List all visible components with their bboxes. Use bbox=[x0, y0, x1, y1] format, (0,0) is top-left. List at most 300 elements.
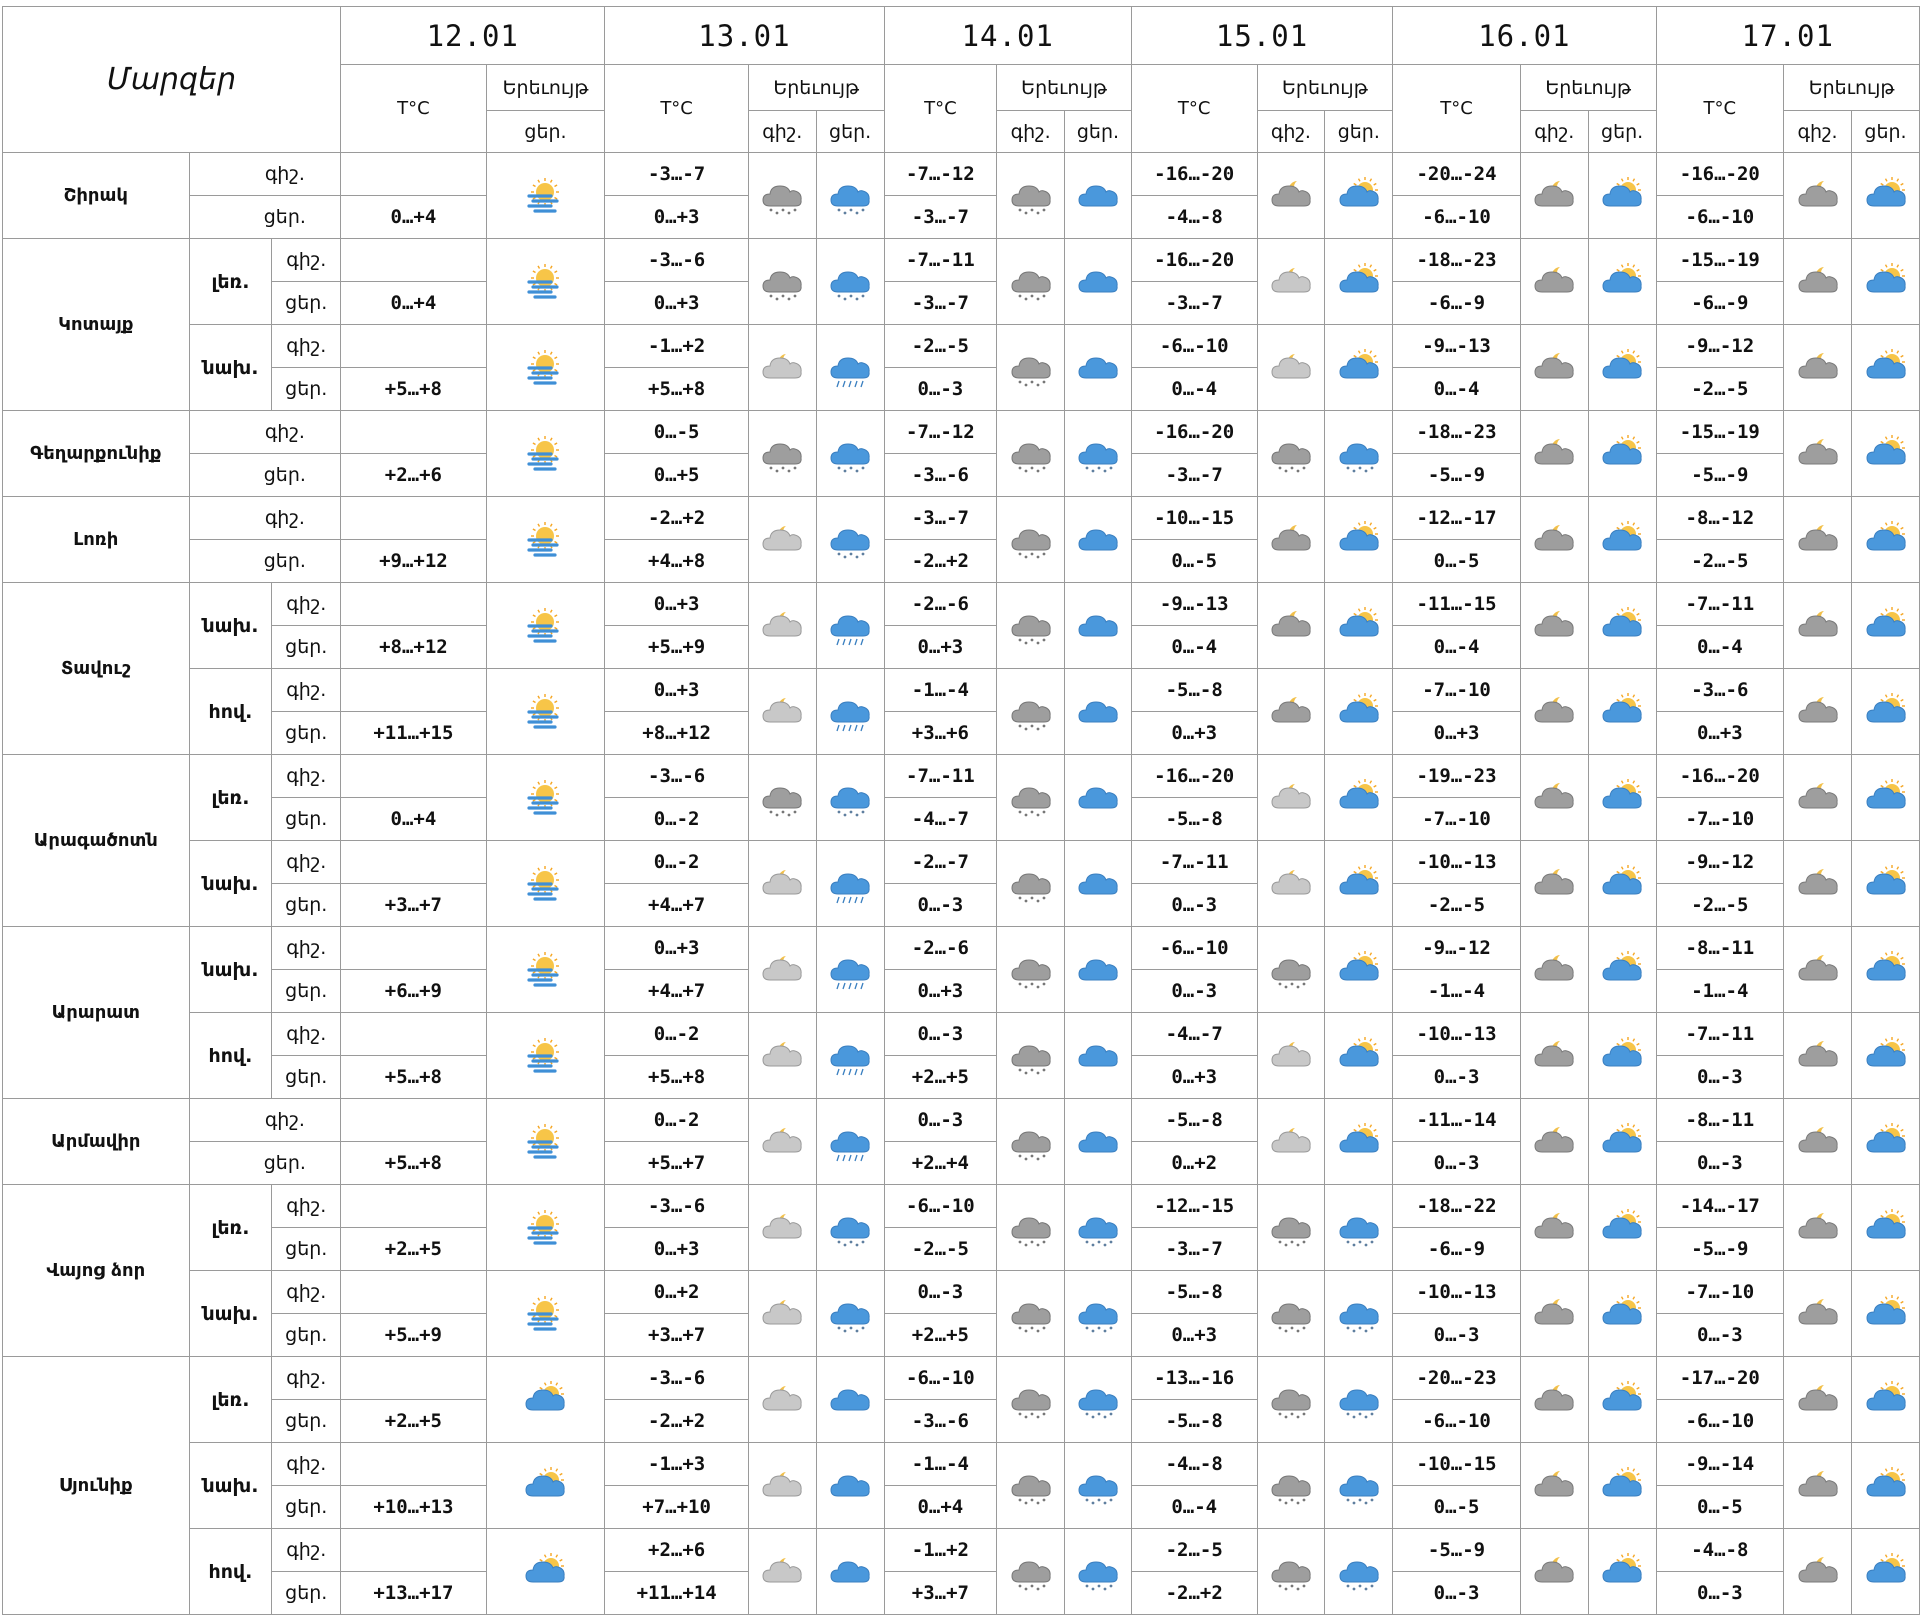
cloud-rain-icon bbox=[826, 1034, 874, 1078]
weather-icon-cell bbox=[748, 927, 816, 1013]
region-name: Լոռի bbox=[3, 497, 190, 583]
weather-icon-cell bbox=[748, 153, 816, 239]
cloud-moon-icon bbox=[1530, 432, 1578, 476]
cloud-snow-night-icon bbox=[1267, 432, 1315, 476]
cloud-sun-icon bbox=[1335, 690, 1383, 734]
weather-icon-cell bbox=[997, 239, 1065, 325]
cloud-snow-day-icon bbox=[826, 1206, 874, 1250]
cloud-sun-icon bbox=[1335, 1120, 1383, 1164]
night-temperature: -7…-10 bbox=[1393, 669, 1521, 712]
day-temperature: -2…+2 bbox=[605, 1400, 749, 1443]
night-temperature: -9…-12 bbox=[1656, 841, 1784, 884]
table-row bbox=[3, 1271, 1920, 1314]
night-temperature: -3…-6 bbox=[605, 239, 749, 282]
day-temperature: +11…+14 bbox=[605, 1572, 749, 1615]
weather-icon-cell bbox=[1325, 1357, 1393, 1443]
cloud-moon-icon bbox=[1267, 174, 1315, 218]
cloud-sun-icon bbox=[1862, 690, 1910, 734]
cloud-snow-night-icon bbox=[1007, 948, 1055, 992]
weather-icon-cell bbox=[1520, 325, 1588, 411]
day-label: ցեր. bbox=[272, 1400, 341, 1443]
night-temperature bbox=[341, 841, 486, 884]
night-temperature: -18…-23 bbox=[1393, 411, 1521, 454]
cloud-snow-day-icon bbox=[826, 518, 874, 562]
cloud-moon-light-icon bbox=[758, 604, 806, 648]
weather-icon-cell bbox=[1065, 1185, 1132, 1271]
night-temperature: -8…-11 bbox=[1656, 927, 1784, 970]
night-temperature: -3…-7 bbox=[884, 497, 997, 540]
cloud-sun-icon bbox=[1862, 1292, 1910, 1336]
cloud-moon-icon bbox=[1530, 862, 1578, 906]
night-temperature: -3…-6 bbox=[605, 1357, 749, 1400]
day-temperature: -3…-7 bbox=[884, 282, 997, 325]
cloud-blue-icon bbox=[1074, 346, 1122, 390]
weather-icon-cell bbox=[1520, 1443, 1588, 1529]
sun-haze-icon bbox=[521, 346, 569, 390]
day-temperature: -2…+2 bbox=[884, 540, 997, 583]
day-temperature: +2…+5 bbox=[884, 1056, 997, 1099]
night-temperature: -3…-6 bbox=[605, 755, 749, 798]
date-header: 17.01 bbox=[1656, 7, 1919, 65]
weather-icon-cell bbox=[1065, 1357, 1132, 1443]
night-label: գիշ. bbox=[272, 1185, 341, 1228]
subregion-label: լեռ. bbox=[189, 239, 272, 325]
weather-icon-cell bbox=[1065, 927, 1132, 1013]
night-temperature: -5…-8 bbox=[1131, 1099, 1257, 1142]
temp-column-header: T°C bbox=[1656, 65, 1784, 153]
weather-icon-cell bbox=[997, 1185, 1065, 1271]
night-temperature: -16…-20 bbox=[1131, 755, 1257, 798]
weather-icon-cell bbox=[1325, 497, 1393, 583]
cloud-snow-night-icon bbox=[1007, 1464, 1055, 1508]
day-temperature: 0…+3 bbox=[1656, 712, 1784, 755]
day-temperature: +5…+8 bbox=[605, 368, 749, 411]
weather-icon-cell bbox=[1325, 325, 1393, 411]
weather-icon-cell bbox=[1588, 1271, 1656, 1357]
cloud-snow-night-icon bbox=[1007, 260, 1055, 304]
table-row bbox=[3, 927, 1920, 970]
night-temperature: -3…-7 bbox=[605, 153, 749, 196]
weather-icon-cell bbox=[1784, 1357, 1852, 1443]
weather-icon-cell bbox=[1257, 1185, 1325, 1271]
table-row bbox=[3, 755, 1920, 798]
night-temperature: -2…+2 bbox=[605, 497, 749, 540]
night-temperature: -7…-11 bbox=[1131, 841, 1257, 884]
weather-icon-cell bbox=[486, 325, 605, 411]
weather-icon-cell bbox=[1784, 841, 1852, 927]
subregion-label: լեռ. bbox=[189, 1357, 272, 1443]
weather-icon-cell bbox=[1065, 411, 1132, 497]
weather-icon-cell bbox=[1257, 841, 1325, 927]
night-temperature: -14…-17 bbox=[1656, 1185, 1784, 1228]
cloud-moon-icon bbox=[1794, 1464, 1842, 1508]
day-temperature: 0…-3 bbox=[1393, 1572, 1521, 1615]
date-header: 16.01 bbox=[1393, 7, 1656, 65]
day-temperature: 0…-4 bbox=[1131, 626, 1257, 669]
cloud-snow-day-icon bbox=[1074, 1550, 1122, 1594]
weather-icon-cell bbox=[1257, 1529, 1325, 1615]
night-temperature: -17…-20 bbox=[1656, 1357, 1784, 1400]
weather-icon-cell bbox=[1588, 153, 1656, 239]
day-temperature: 0…+4 bbox=[341, 196, 486, 239]
day-temperature: +5…+8 bbox=[605, 1056, 749, 1099]
cloud-snow-night-icon bbox=[1007, 690, 1055, 734]
day-temperature: +13…+17 bbox=[341, 1572, 486, 1615]
weather-icon-cell bbox=[1065, 583, 1132, 669]
sun-haze-icon bbox=[521, 862, 569, 906]
weather-icon-cell bbox=[1852, 755, 1920, 841]
night-label: գիշ. bbox=[189, 1099, 341, 1142]
weather-icon-cell bbox=[1784, 583, 1852, 669]
weather-icon-cell bbox=[1852, 1099, 1920, 1185]
night-temperature: -12…-17 bbox=[1393, 497, 1521, 540]
night-temperature: -3…-6 bbox=[1656, 669, 1784, 712]
subregion-label: նախ. bbox=[189, 325, 272, 411]
temp-column-header: T°C bbox=[341, 65, 486, 153]
weather-icon-cell bbox=[1065, 755, 1132, 841]
cloud-sun-icon bbox=[1598, 690, 1646, 734]
cloud-sun-icon bbox=[1862, 1378, 1910, 1422]
weather-icon-cell bbox=[1588, 1357, 1656, 1443]
weather-icon-cell bbox=[816, 669, 884, 755]
weather-icon-cell bbox=[997, 1099, 1065, 1185]
day-temperature: 0…+3 bbox=[1131, 712, 1257, 755]
day-temperature: +9…+12 bbox=[341, 540, 486, 583]
table-row bbox=[3, 841, 1920, 884]
weather-icon-cell bbox=[1852, 583, 1920, 669]
weather-column-header: Երեւույթ bbox=[1520, 65, 1656, 111]
cloud-sun-icon bbox=[1862, 1034, 1910, 1078]
night-temperature: 0…+3 bbox=[605, 583, 749, 626]
cloud-sun-icon bbox=[1862, 518, 1910, 562]
cloud-moon-light-icon bbox=[758, 690, 806, 734]
day-temperature: -5…-9 bbox=[1393, 454, 1521, 497]
cloud-sun-icon bbox=[1335, 776, 1383, 820]
cloud-sun-icon bbox=[1335, 174, 1383, 218]
weather-icon-cell bbox=[1784, 1443, 1852, 1529]
cloud-blue-icon bbox=[1074, 1034, 1122, 1078]
subregion-label: նախ. bbox=[189, 841, 272, 927]
day-temperature: 0…-5 bbox=[1393, 1486, 1521, 1529]
night-temperature: -3…-6 bbox=[605, 1185, 749, 1228]
weather-icon-cell bbox=[1257, 239, 1325, 325]
weather-icon-cell bbox=[1257, 755, 1325, 841]
day-subheader: ցեր. bbox=[1588, 111, 1656, 153]
weather-icon-cell bbox=[816, 927, 884, 1013]
day-temperature: -5…-8 bbox=[1131, 1400, 1257, 1443]
cloud-sun-icon bbox=[1862, 862, 1910, 906]
cloud-snow-night-icon bbox=[1007, 1550, 1055, 1594]
night-temperature: -7…-12 bbox=[884, 411, 997, 454]
cloud-snow-day-icon bbox=[1074, 1378, 1122, 1422]
night-subheader: գիշ. bbox=[1257, 111, 1325, 153]
cloud-snow-day-icon bbox=[1074, 432, 1122, 476]
night-temperature: -20…-23 bbox=[1393, 1357, 1521, 1400]
weather-icon-cell bbox=[1065, 1099, 1132, 1185]
weather-icon-cell bbox=[486, 1099, 605, 1185]
night-label: գիշ. bbox=[272, 1271, 341, 1314]
day-temperature: +2…+4 bbox=[884, 1142, 997, 1185]
subregion-label: նախ. bbox=[189, 927, 272, 1013]
day-temperature: 0…-4 bbox=[1393, 626, 1521, 669]
day-subheader: ցեր. bbox=[816, 111, 884, 153]
day-temperature: -3…-7 bbox=[1131, 282, 1257, 325]
temp-column-header: T°C bbox=[605, 65, 749, 153]
weather-icon-cell bbox=[997, 927, 1065, 1013]
table-row bbox=[3, 669, 1920, 712]
day-temperature: 0…-3 bbox=[1393, 1142, 1521, 1185]
weather-icon-cell bbox=[816, 1443, 884, 1529]
weather-icon-cell bbox=[486, 583, 605, 669]
cloud-moon-icon bbox=[1530, 1120, 1578, 1164]
night-temperature: -6…-10 bbox=[1131, 927, 1257, 970]
day-temperature: +3…+7 bbox=[884, 1572, 997, 1615]
day-temperature: 0…+3 bbox=[1131, 1314, 1257, 1357]
day-temperature: +2…+6 bbox=[341, 454, 486, 497]
day-temperature: 0…-3 bbox=[884, 884, 997, 927]
day-temperature: +7…+10 bbox=[605, 1486, 749, 1529]
cloud-moon-icon bbox=[1794, 1034, 1842, 1078]
day-temperature: -2…-5 bbox=[1656, 884, 1784, 927]
weather-icon-cell bbox=[1257, 411, 1325, 497]
weather-icon-cell bbox=[1784, 1013, 1852, 1099]
day-label: ցեր. bbox=[272, 1572, 341, 1615]
night-temperature: -1…-4 bbox=[884, 1443, 997, 1486]
day-temperature: -6…-10 bbox=[1393, 1400, 1521, 1443]
weather-icon-cell bbox=[1065, 325, 1132, 411]
cloud-snow-night-icon bbox=[1007, 1206, 1055, 1250]
table-row bbox=[3, 1099, 1920, 1142]
night-label: գիշ. bbox=[272, 1443, 341, 1486]
day-temperature: 0…+3 bbox=[1393, 712, 1521, 755]
cloud-moon-icon bbox=[1530, 260, 1578, 304]
cloud-moon-icon bbox=[1794, 1206, 1842, 1250]
weather-icon-cell bbox=[486, 239, 605, 325]
weather-column-header: Երեւույթ bbox=[1784, 65, 1920, 111]
night-temperature: -10…-15 bbox=[1131, 497, 1257, 540]
night-temperature bbox=[341, 1271, 486, 1314]
weather-icon-cell bbox=[1325, 927, 1393, 1013]
cloud-rain-icon bbox=[826, 948, 874, 992]
sun-haze-icon bbox=[521, 432, 569, 476]
night-label: գիշ. bbox=[189, 497, 341, 540]
cloud-snow-night-icon bbox=[758, 776, 806, 820]
cloud-blue-icon bbox=[1074, 174, 1122, 218]
weather-icon-cell bbox=[997, 1529, 1065, 1615]
day-temperature: 0…+3 bbox=[605, 1228, 749, 1271]
sun-haze-icon bbox=[521, 1034, 569, 1078]
cloud-sun-icon bbox=[1598, 1120, 1646, 1164]
cloud-moon-icon bbox=[1530, 346, 1578, 390]
weather-icon-cell bbox=[816, 239, 884, 325]
cloud-moon-icon bbox=[1530, 1464, 1578, 1508]
weather-icon-cell bbox=[748, 583, 816, 669]
cloud-sun-icon bbox=[1335, 862, 1383, 906]
night-temperature bbox=[341, 153, 486, 196]
cloud-snow-night-icon bbox=[1007, 1292, 1055, 1336]
cloud-snow-night-icon bbox=[758, 260, 806, 304]
cloud-moon-icon bbox=[1530, 1292, 1578, 1336]
weather-icon-cell bbox=[1852, 497, 1920, 583]
table-header bbox=[3, 7, 1920, 153]
subregion-label: լեռ. bbox=[189, 1185, 272, 1271]
day-subheader: ցեր. bbox=[1065, 111, 1132, 153]
cloud-sun-icon bbox=[1862, 174, 1910, 218]
cloud-rain-icon bbox=[826, 862, 874, 906]
weather-icon-cell bbox=[1065, 1529, 1132, 1615]
cloud-snow-night-icon bbox=[1007, 1034, 1055, 1078]
day-temperature: -4…-7 bbox=[884, 798, 997, 841]
cloud-sun-icon bbox=[1598, 862, 1646, 906]
weather-icon-cell bbox=[816, 1185, 884, 1271]
night-label: գիշ. bbox=[272, 325, 341, 368]
weather-icon-cell bbox=[1065, 153, 1132, 239]
subregion-label: լեռ. bbox=[189, 755, 272, 841]
cloud-snow-day-icon bbox=[1335, 1550, 1383, 1594]
cloud-rain-icon bbox=[826, 1120, 874, 1164]
weather-icon-cell bbox=[1325, 755, 1393, 841]
weather-icon-cell bbox=[1325, 841, 1393, 927]
cloud-moon-light-icon bbox=[758, 1206, 806, 1250]
cloud-snow-day-icon bbox=[826, 174, 874, 218]
weather-icon-cell bbox=[1784, 497, 1852, 583]
day-temperature: 0…-3 bbox=[1131, 884, 1257, 927]
cloud-snow-night-icon bbox=[1007, 432, 1055, 476]
night-temperature: -5…-9 bbox=[1393, 1529, 1521, 1572]
day-temperature: -3…-7 bbox=[884, 196, 997, 239]
weather-icon-cell bbox=[1325, 1099, 1393, 1185]
night-temperature bbox=[341, 1099, 486, 1142]
weather-icon-cell bbox=[997, 411, 1065, 497]
night-temperature: -12…-15 bbox=[1131, 1185, 1257, 1228]
cloud-blue-icon bbox=[1074, 260, 1122, 304]
table-row bbox=[3, 153, 1920, 196]
weather-icon-cell bbox=[816, 153, 884, 239]
day-temperature: +4…+8 bbox=[605, 540, 749, 583]
day-temperature: +5…+8 bbox=[341, 1142, 486, 1185]
cloud-moon-icon bbox=[1267, 604, 1315, 648]
region-name: Շիրակ bbox=[3, 153, 190, 239]
cloud-moon-icon bbox=[1794, 862, 1842, 906]
regions-header: Մարզեր bbox=[3, 7, 341, 153]
cloud-sun-icon bbox=[1598, 346, 1646, 390]
day-temperature: 0…-3 bbox=[1656, 1056, 1784, 1099]
weather-icon-cell bbox=[1852, 927, 1920, 1013]
weather-icon-cell bbox=[1257, 325, 1325, 411]
night-temperature: -18…-22 bbox=[1393, 1185, 1521, 1228]
table-row bbox=[3, 1013, 1920, 1056]
day-temperature: 0…-2 bbox=[605, 798, 749, 841]
weather-icon-cell bbox=[816, 497, 884, 583]
weather-icon-cell bbox=[1520, 153, 1588, 239]
day-label: ցեր. bbox=[272, 1486, 341, 1529]
table-row bbox=[3, 497, 1920, 540]
weather-icon-cell bbox=[1852, 1443, 1920, 1529]
cloud-moon-icon bbox=[1794, 346, 1842, 390]
day-temperature: +5…+7 bbox=[605, 1142, 749, 1185]
day-temperature: 0…-5 bbox=[1656, 1486, 1784, 1529]
cloud-snow-day-icon bbox=[1074, 1464, 1122, 1508]
weather-icon-cell bbox=[1852, 1357, 1920, 1443]
cloud-moon-light-icon bbox=[1267, 862, 1315, 906]
cloud-snow-day-icon bbox=[1335, 1378, 1383, 1422]
date-header: 14.01 bbox=[884, 7, 1131, 65]
weather-icon-cell bbox=[1852, 153, 1920, 239]
night-temperature: 0…-3 bbox=[884, 1099, 997, 1142]
weather-icon-cell bbox=[486, 1013, 605, 1099]
weather-icon-cell bbox=[1588, 411, 1656, 497]
table-row bbox=[3, 411, 1920, 454]
day-temperature: 0…+5 bbox=[605, 454, 749, 497]
day-temperature: +11…+15 bbox=[341, 712, 486, 755]
night-temperature: -11…-15 bbox=[1393, 583, 1521, 626]
cloud-moon-icon bbox=[1794, 604, 1842, 648]
weather-icon-cell bbox=[1588, 669, 1656, 755]
cloud-blue-icon bbox=[1074, 776, 1122, 820]
night-temperature: -13…-16 bbox=[1131, 1357, 1257, 1400]
weather-icon-cell bbox=[748, 755, 816, 841]
cloud-rain-icon bbox=[826, 690, 874, 734]
cloud-sun-icon bbox=[1862, 604, 1910, 648]
day-temperature: +2…+5 bbox=[341, 1228, 486, 1271]
weather-icon-cell bbox=[997, 497, 1065, 583]
cloud-sun-icon bbox=[1335, 948, 1383, 992]
table-row bbox=[3, 1357, 1920, 1400]
cloud-moon-icon bbox=[1794, 1550, 1842, 1594]
night-label: գիշ. bbox=[272, 239, 341, 282]
weather-icon-cell bbox=[816, 1357, 884, 1443]
weather-icon-cell bbox=[748, 1013, 816, 1099]
weather-icon-cell bbox=[1852, 325, 1920, 411]
weather-icon-cell bbox=[486, 755, 605, 841]
cloud-sun-icon bbox=[1862, 948, 1910, 992]
weather-icon-cell bbox=[1852, 411, 1920, 497]
cloud-snow-night-icon bbox=[1267, 1206, 1315, 1250]
cloud-blue-icon bbox=[826, 1464, 874, 1508]
day-temperature: 0…+4 bbox=[884, 1486, 997, 1529]
night-temperature: -4…-7 bbox=[1131, 1013, 1257, 1056]
day-temperature: 0…-5 bbox=[1131, 540, 1257, 583]
day-temperature: 0…+3 bbox=[605, 196, 749, 239]
weather-icon-cell bbox=[1588, 841, 1656, 927]
cloud-snow-night-icon bbox=[1007, 174, 1055, 218]
weather-icon-cell bbox=[1065, 669, 1132, 755]
subregion-label: հով. bbox=[189, 1013, 272, 1099]
cloud-sun-icon bbox=[1862, 1464, 1910, 1508]
night-temperature: -16…-20 bbox=[1656, 153, 1784, 196]
temp-column-header: T°C bbox=[884, 65, 997, 153]
weather-icon-cell bbox=[1588, 1529, 1656, 1615]
cloud-snow-night-icon bbox=[758, 174, 806, 218]
night-temperature bbox=[341, 411, 486, 454]
sun-haze-icon bbox=[521, 604, 569, 648]
day-temperature: +4…+7 bbox=[605, 884, 749, 927]
region-name: Տավուշ bbox=[3, 583, 190, 755]
cloud-sun-icon bbox=[1862, 1206, 1910, 1250]
table-row bbox=[3, 239, 1920, 282]
night-temperature bbox=[341, 1013, 486, 1056]
weather-icon-cell bbox=[1588, 1099, 1656, 1185]
night-subheader: գիշ. bbox=[1520, 111, 1588, 153]
day-temperature: 0…+4 bbox=[341, 282, 486, 325]
day-temperature: 0…-3 bbox=[1131, 970, 1257, 1013]
weather-icon-cell bbox=[816, 325, 884, 411]
cloud-moon-icon bbox=[1794, 690, 1842, 734]
day-label: ցեր. bbox=[272, 1056, 341, 1099]
cloud-sun-icon bbox=[1598, 1034, 1646, 1078]
weather-icon-cell bbox=[997, 583, 1065, 669]
day-temperature: 0…-3 bbox=[1656, 1142, 1784, 1185]
